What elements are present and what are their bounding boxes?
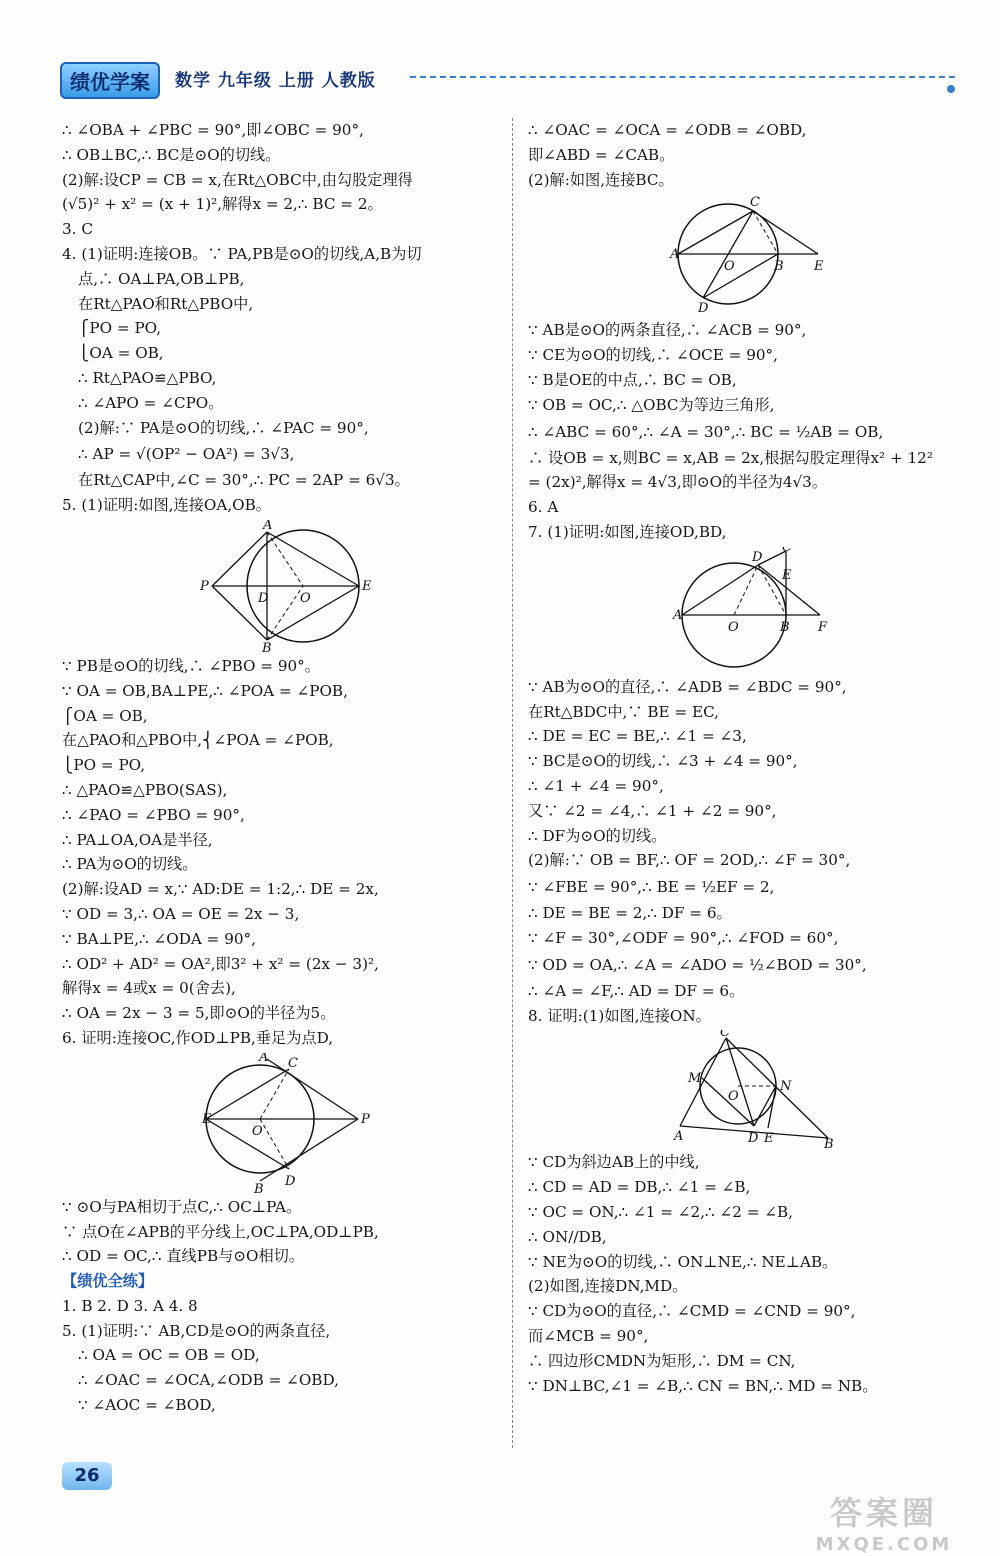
text-line: 3. C — [62, 220, 93, 239]
svg-text:P: P — [361, 1111, 370, 1127]
svg-text:C: C — [720, 1030, 730, 1041]
svg-text:A: A — [673, 607, 683, 623]
text-line: ∴ OD = OC,∴ 直线PB与⊙O相切。 — [62, 1247, 305, 1266]
text-line: 而∠MCB = 90°, — [528, 1326, 649, 1345]
svg-text:O: O — [300, 590, 311, 606]
text-line: 1. B 2. D 3. A 4. 8 — [62, 1296, 198, 1315]
text-line: (2)如图,连接DN,MD。 — [528, 1277, 688, 1296]
right-column — [528, 118, 948, 1398]
text-line: ∵ DN⊥BC,∠1 = ∠B,∴ CN = BN,∴ MD = NB。 — [528, 1376, 878, 1395]
text-line: ∵ BC是⊙O的切线,∴ ∠3 + ∠4 = 90°, — [528, 752, 798, 771]
svg-text:D: D — [258, 590, 269, 606]
svg-text:O: O — [728, 619, 739, 635]
svg-text:A: A — [259, 1052, 269, 1065]
text-line: ∴ AP = √(OP² − OA²) = 3√3, — [78, 445, 295, 464]
text-line: ∵ 点O在∠APB的平分线上,OC⊥PA,OD⊥PB, — [62, 1222, 379, 1241]
text-line: ∵ OA = OB,BA⊥PE,∴ ∠POA = ∠POB, — [62, 681, 348, 700]
text-line: ∵ AB是⊙O的两条直径,∴ ∠ACB = 90°, — [528, 321, 807, 340]
text-line: 在Rt△PAO和Rt△PBO中, — [78, 294, 254, 313]
text-line: ∵ OD = 3,∴ OA = OE = 2x − 3, — [62, 904, 300, 923]
geometry-diagram — [528, 547, 948, 673]
text-line: 在△PAO和△PBO中,⎨∠POA = ∠POB, — [62, 731, 334, 750]
svg-text:E: E — [782, 567, 792, 583]
text-line: (2)解:设CP = CB = x,在Rt△OBC中,由勾股定理得 — [62, 170, 413, 189]
text-line: ∴ Rt△PAO≌△PBO, — [78, 368, 217, 387]
text-line: 4. (1)证明:连接OB。∵ PA,PB是⊙O的切线,A,B为切 — [62, 244, 422, 263]
text-line: ∵ CE为⊙O的切线,∴ ∠OCE = 90°, — [528, 346, 778, 365]
text-line: ∴ OA = OC = OB = OD, — [78, 1346, 260, 1365]
svg-text:D: D — [752, 549, 763, 565]
text-line: 解得x = 4或x = 0(舍去), — [62, 979, 236, 998]
text-line: 即∠ABD = ∠CAB。 — [528, 145, 675, 164]
text-line: ∴ PA⊥OA,OA是半径, — [62, 830, 213, 849]
svg-text:E: E — [814, 259, 824, 275]
svg-text:F: F — [818, 619, 828, 635]
figure-q8-triangle — [528, 1030, 948, 1148]
text-line: 在Rt△BDC中,∵ BE = EC, — [528, 702, 720, 721]
text-line: ∵ CD为斜边AB上的中线, — [528, 1153, 700, 1172]
book-subject: 数学 九年级 上册 人教版 — [175, 71, 376, 91]
figure-q5b-circle — [528, 194, 948, 316]
text-line: 7. (1)证明:如图,连接OD,BD, — [528, 522, 727, 541]
text-line: ∵ ⊙O与PA相切于点C,∴ OC⊥PA。 — [62, 1197, 302, 1216]
text-line: 又∵ ∠2 = ∠4,∴ ∠1 + ∠2 = 90°, — [528, 801, 777, 820]
text-line: ∵ OD = OA,∴ ∠A = ∠ADO = ½∠BOD = 30°, — [528, 955, 867, 974]
section-title: 【绩优全练】 — [62, 1272, 154, 1291]
text-line: ∴ ∠PAO = ∠PBO = 90°, — [62, 805, 245, 824]
brand-logo: 绩优学案 — [60, 62, 160, 99]
svg-text:C: C — [288, 1055, 298, 1071]
text-line: ⎩OA = OB, — [78, 344, 164, 363]
text-line: ∴ PA为⊙O的切线。 — [62, 855, 198, 874]
text-line: (2)解:∵ PA是⊙O的切线,∴ ∠PAC = 90°, — [78, 418, 369, 437]
svg-text:A: A — [263, 519, 273, 533]
text-line: ⎧OA = OB, — [62, 706, 148, 725]
svg-text:A: A — [670, 247, 680, 263]
watermark-url: MXQE.COM — [815, 1534, 953, 1555]
svg-text:B: B — [780, 619, 790, 635]
svg-text:O: O — [724, 259, 735, 275]
svg-text:C: C — [750, 195, 760, 211]
text-line: 5. (1)证明:∵ AB,CD是⊙O的两条直径, — [62, 1321, 331, 1340]
text-line: ∵ ∠F = 30°,∠ODF = 90°,∴ ∠FOD = 60°, — [528, 928, 839, 947]
svg-text:E: E — [764, 1131, 774, 1147]
figure-q5-circle — [62, 520, 504, 652]
text-line: 5. (1)证明:如图,连接OA,OB。 — [62, 496, 271, 515]
text-line: ∴ △PAO≌△PBO(SAS), — [62, 780, 228, 799]
text-line: ∵ NE为⊙O的切线,∴ ON⊥NE,∴ NE⊥AB。 — [528, 1252, 838, 1271]
divider-dot-icon — [947, 85, 955, 93]
text-line: ∴ 四边形CMDN为矩形,∴ DM = CN, — [528, 1351, 796, 1370]
text-line: ∵ ∠FBE = 90°,∴ BE = ½EF = 2, — [528, 878, 775, 897]
text-line: ∴ DE = BE = 2,∴ DF = 6。 — [528, 904, 732, 923]
geometry-diagram — [62, 1053, 504, 1193]
svg-text:E: E — [202, 1111, 212, 1127]
text-line: ∴ ∠OAC = ∠OCA = ∠ODB = ∠OBD, — [528, 121, 807, 139]
text-line: ∴ DF为⊙O的切线。 — [528, 826, 667, 845]
geometry-diagram — [528, 194, 948, 316]
text-line: ∵ CD为⊙O的直径,∴ ∠CMD = ∠CND = 90°, — [528, 1302, 856, 1321]
text-line: (2)解:如图,连接BC。 — [528, 170, 674, 189]
svg-text:B: B — [262, 640, 272, 652]
svg-text:D: D — [285, 1173, 296, 1189]
geometry-diagram — [62, 520, 504, 652]
text-line: ∵ AB为⊙O的直径,∴ ∠ADB = ∠BDC = 90°, — [528, 677, 847, 696]
text-line: (√5)² + x² = (x + 1)²,解得x = 2,∴ BC = 2。 — [62, 195, 383, 214]
svg-text:M: M — [688, 1071, 702, 1087]
left-column — [62, 118, 504, 1418]
text-line: 6. 证明:连接OC,作OD⊥PB,垂足为点D, — [62, 1028, 334, 1047]
svg-text:A: A — [674, 1129, 684, 1145]
text-line: ∴ ∠ABC = 60°,∴ ∠A = 30°,∴ BC = ½AB = OB, — [528, 422, 884, 441]
text-line: ∵ B是OE的中点,∴ BC = OB, — [528, 370, 737, 389]
page-number: 26 — [62, 1462, 112, 1490]
watermark-logo — [804, 1488, 964, 1555]
text-line: ∴ ∠A = ∠F,∴ AD = DF = 6。 — [528, 981, 745, 1000]
text-line: ⎩PO = PO, — [62, 756, 146, 775]
text-line: ∴ OD² + AD² = OA²,即3² + x² = (2x − 3)², — [62, 954, 379, 973]
svg-text:B: B — [774, 259, 784, 275]
svg-text:E: E — [362, 578, 372, 594]
text-line: ∴ OA = 2x − 3 = 5,即⊙O的半径为5。 — [62, 1004, 336, 1023]
text-line: ∴ DE = EC = BE,∴ ∠1 = ∠3, — [528, 727, 747, 746]
text-line: ∴ OB⊥BC,∴ BC是⊙O的切线。 — [62, 145, 281, 164]
text-line: ∴ CD = AD = DB,∴ ∠1 = ∠B, — [528, 1178, 751, 1197]
svg-text:B: B — [824, 1137, 834, 1149]
text-line: ∵ OC = ON,∴ ∠1 = ∠2,∴ ∠2 = ∠B, — [528, 1202, 793, 1221]
figure-q7-circle — [528, 547, 948, 673]
text-line: (2)解:设AD = x,∵ AD:DE = 1:2,∴ DE = 2x, — [62, 880, 379, 899]
text-line: ∴ 设OB = x,则BC = x,AB = 2x,根据勾股定理得x² + 12² — [528, 448, 933, 467]
svg-text:D: D — [748, 1131, 759, 1147]
watermark-text: 答案圈 — [829, 1494, 938, 1532]
text-line: = (2x)²,解得x = 4√3,即⊙O的半径为4√3。 — [528, 473, 828, 492]
figure-q6-circle — [62, 1053, 504, 1193]
text-line: 8. 证明:(1)如图,连接ON。 — [528, 1006, 711, 1025]
text-line: ∵ PB是⊙O的切线,∴ ∠PBO = 90°。 — [62, 656, 320, 675]
text-line: ∴ ∠OBA + ∠PBC = 90°,即∠OBC = 90°, — [62, 121, 364, 139]
svg-text:B: B — [254, 1181, 264, 1193]
text-line: ∴ ∠OAC = ∠OCA,∠ODB = ∠OBD, — [78, 1371, 339, 1390]
geometry-diagram — [528, 1030, 948, 1148]
svg-text:C: C — [782, 546, 792, 555]
text-line: ∴ ON//DB, — [528, 1227, 607, 1246]
text-line: ∵ BA⊥PE,∴ ∠ODA = 90°, — [62, 929, 256, 948]
svg-text:O: O — [252, 1123, 263, 1139]
column-divider — [512, 118, 513, 1448]
svg-text:O: O — [728, 1089, 739, 1105]
svg-text:N: N — [780, 1079, 792, 1095]
text-line: ∵ ∠AOC = ∠BOD, — [78, 1396, 216, 1415]
svg-text:D: D — [698, 301, 709, 317]
text-line: ∴ ∠APO = ∠CPO。 — [78, 393, 224, 412]
header-divider — [410, 76, 955, 78]
text-line: ∵ OB = OC,∴ △OBC为等边三角形, — [528, 395, 775, 414]
page-header — [60, 62, 960, 96]
text-line: (2)解:∵ OB = BF,∴ OF = 2OD,∴ ∠F = 30°, — [528, 851, 851, 870]
text-line: 6. A — [528, 498, 559, 517]
text-line: ∴ ∠1 + ∠4 = 90°, — [528, 776, 664, 795]
text-line: 在Rt△CAP中,∠C = 30°,∴ PC = 2AP = 6√3。 — [78, 471, 410, 490]
svg-text:P: P — [200, 578, 209, 594]
text-line: 点,∴ OA⊥PA,OB⊥PB, — [78, 269, 245, 288]
text-line: ⎧PO = PO, — [78, 319, 162, 338]
